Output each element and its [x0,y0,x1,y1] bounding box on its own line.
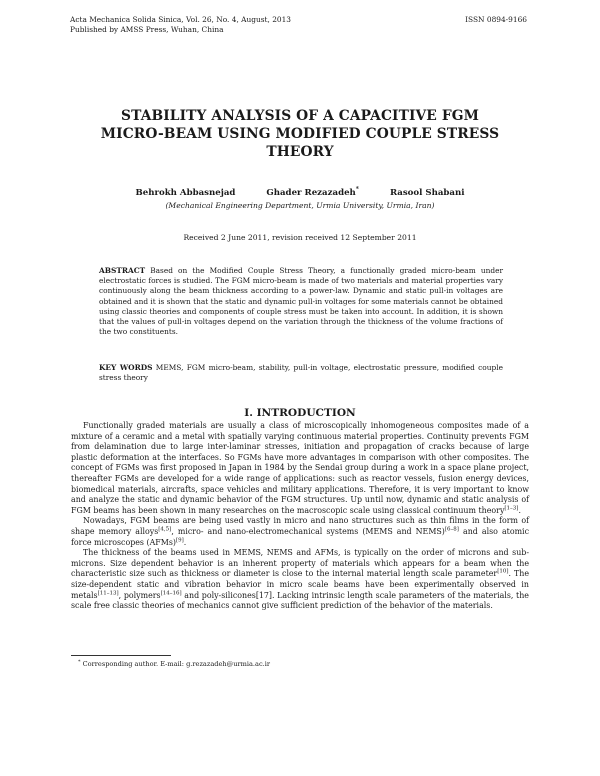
citation: [1–3] [504,505,519,512]
section-heading: I. INTRODUCTION [244,407,356,419]
abstract-text: Based on the Modified Couple Stress Theory, a functionally graded micro-beam under electrostatic forces is studied. The FGM micro-beam is made of two materials and material properties vary continuously along the beam thickness according to a power-law. Dynamic and static pull-in voltages are obtained and it is shown that the static and dynamic pull-in voltages for some materials cannot be obtained using classic theories and components of couple stress must be taken into account. In addition, it is shown that the values of pull-in voltages depend on the variation through the thickness of the volume fractions of the two constituents. [99,266,503,337]
corresponding-mark: * [355,186,359,193]
received-dates: Received 2 June 2011, revision received 12 September 2011 [183,233,417,242]
title-line: THEORY [266,144,334,160]
footnote-text: Corresponding author. E-mail: g.rezazadeh@urmia.ac.ir [82,660,271,669]
affiliation: (Mechanical Engineering Department, Urmia University, Urmia, Iran) [165,201,435,210]
citation: [11–13] [97,589,119,596]
keywords [99,363,503,383]
footnote-rule [71,655,171,656]
keywords-label: KEY WORDS [99,363,153,372]
citation: [14–16] [160,589,182,596]
title-line: MICRO-BEAM USING MODIFIED COUPLE STRESS [100,126,500,142]
author-name: Ghader Rezazadeh [266,187,356,198]
footnote-mark: * [78,659,81,665]
publisher-line: Published by AMSS Press, Wuhan, China [70,25,224,34]
paragraph [71,421,529,516]
citation: [10] [497,568,509,575]
paragraph-text: , polymers [118,590,161,600]
paragraph-text: The thickness of the beams used in MEMS, NEMS and AFMs, is typically on the order of microns and sub-microns. Size dependent behavior is an inherent property of materials which appears for a beam when the characteristic size such as thickness or diameter is close to the internal material length scale parameter [71,548,529,579]
citation: [4,5] [158,526,172,533]
citation: [6–8] [444,526,459,533]
paragraph-text: , micro- and nano-electromechanical systems (MEMS and NEMS) [171,526,445,536]
footnote [78,659,270,668]
author-name: Rasool Shabani [389,187,465,198]
paragraph-text: Nowadays, FGM beams are being used vastly in micro and nano structures such as thin films in the form of shape memory alloys [71,516,529,536]
citation: [9] [175,536,184,543]
abstract [99,266,503,337]
journal-header [70,15,291,35]
author-name: Behrokh Abbasnejad [135,187,236,198]
paragraph [71,516,529,548]
paragraph-text: Functionally graded materials are usually a class of microscopically inhomogeneous composites made of a mixture of a ceramic and a metal with spatially varying continuous material properties. Continuity prevents FGM from delamination due to large inter-laminar stresses, initiation and propagation of cracks because of large plastic deformation at the interfaces. So FGMs have more advantages in comparison with other composites. The concept of FGMs was first proposed in Japan in 1984 by the Sendai group during a work in a space plane project, thereafter FGMs are developed for a wide range of applications: such as reactor vessels, fusion energy devices, biomedical materials, aircrafts, space vehicles and military applications. Therefore, it is very important to know and analyze the static and dynamic behavior of the FGM structures. Up until now, dynamic and static analysis of FGM beams has been shown in many researches on the macroscopic scale using classical continuum theory [71,421,529,515]
paragraph-text: and also atomic force microscopes (AFMs) [71,526,529,547]
paragraph-text: . [183,537,187,547]
paragraph [71,548,529,612]
paragraph-text: and poly-silicones[17]. Lacking intrinsic length scale parameters of the materials, the scale free classic theories of mechanics cannot give sufficient prediction of the behavior of the materials. [71,590,529,611]
journal-citation: Acta Mechanica Solida Sinica, Vol. 26, No. 4, August, 2013 [70,15,292,24]
abstract-label: ABSTRACT [99,266,146,275]
paragraph-text: . [518,505,521,515]
issn-label: ISSN 0894-9166 [465,15,527,24]
paragraph-text: . The size-dependent static and vibration behavior in micro scale beams have been experimentally observed in metals [71,569,529,600]
introduction-body [71,421,529,612]
keywords-text: MEMS, FGM micro-beam, stability, pull-in voltage, electrostatic pressure, modified couple stress theory [99,363,503,383]
paper-title [40,107,560,161]
author-corresponding [266,186,359,198]
author-list [40,186,560,198]
title-line: STABILITY ANALYSIS OF A CAPACITIVE FGM [121,108,479,124]
